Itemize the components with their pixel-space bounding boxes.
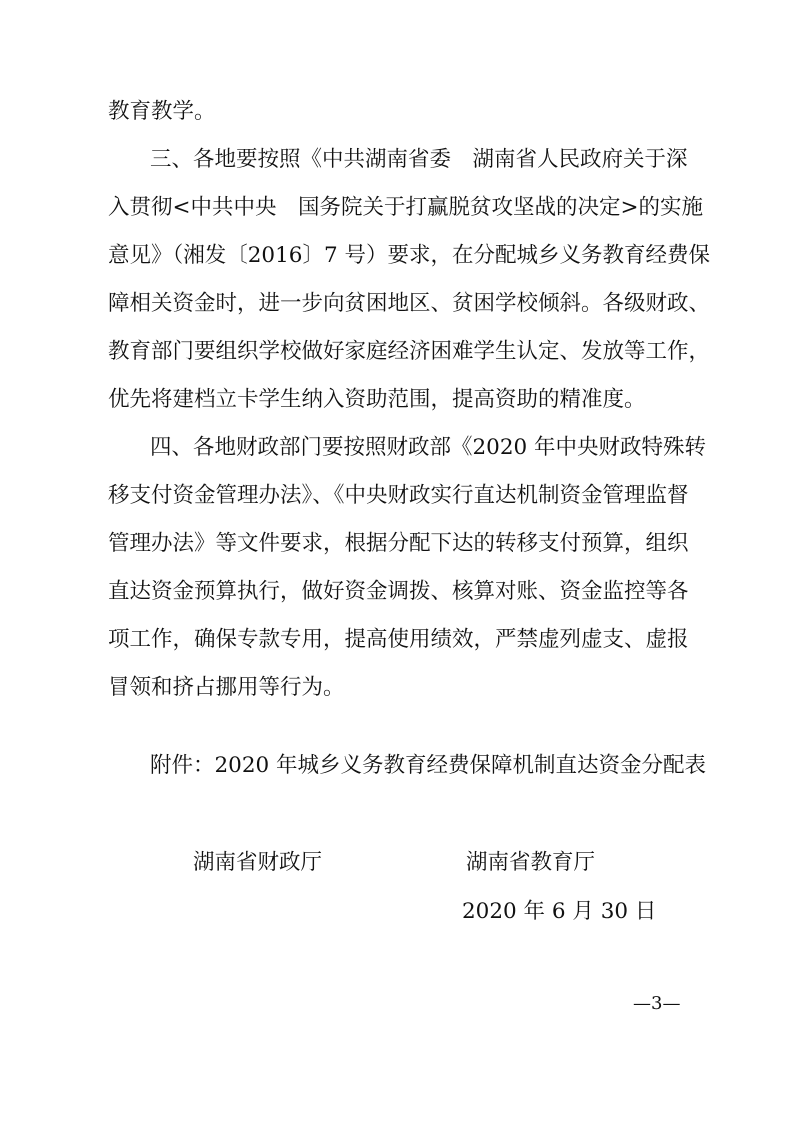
text-line: 三、各地要按照《中共湖南省委 湖南省人民政府关于深 (150, 147, 688, 172)
text-line: 优先将建档立卡学生纳入资助范围，提高资助的精准度。 (108, 387, 646, 412)
issuer-finance: 湖南省财政厅 (193, 850, 323, 875)
attachment-note: 附件：2020 年城乡义务教育经费保障机制直达资金分配表 (150, 753, 707, 778)
text-line: 教育教学。 (108, 99, 216, 124)
issue-date: 2020 年 6 月 30 日 (462, 899, 657, 924)
issuer-education: 湖南省教育厅 (466, 850, 596, 875)
text-line: 障相关资金时，进一步向贫困地区、贫困学校倾斜。各级财政、 (108, 291, 711, 316)
page-number: —3— (633, 993, 681, 1014)
text-line: 意见》（湘发〔2016〕7 号）要求，在分配城乡义务教育经费保 (108, 243, 710, 268)
text-line: 直达资金预算执行，做好资金调拨、核算对账、资金监控等各 (108, 579, 689, 604)
text-line: 项工作，确保专款专用，提高使用绩效，严禁虚列虚支、虚报 (108, 627, 689, 652)
text-line: 冒领和挤占挪用等行为。 (108, 675, 345, 700)
text-line: 移支付资金管理办法》、《中央财政实行直达机制资金管理监督 (108, 483, 689, 508)
text-line: 教育部门要组织学校做好家庭经济困难学生认定、发放等工作， (108, 339, 711, 364)
text-line: 四、各地财政部门要按照财政部《2020 年中央财政特殊转 (150, 435, 707, 460)
text-line: 管理办法》等文件要求，根据分配下达的转移支付预算，组织 (108, 531, 689, 556)
text-line: 入贯彻<中共中央 国务院关于打赢脱贫攻坚战的决定>的实施 (108, 195, 704, 220)
